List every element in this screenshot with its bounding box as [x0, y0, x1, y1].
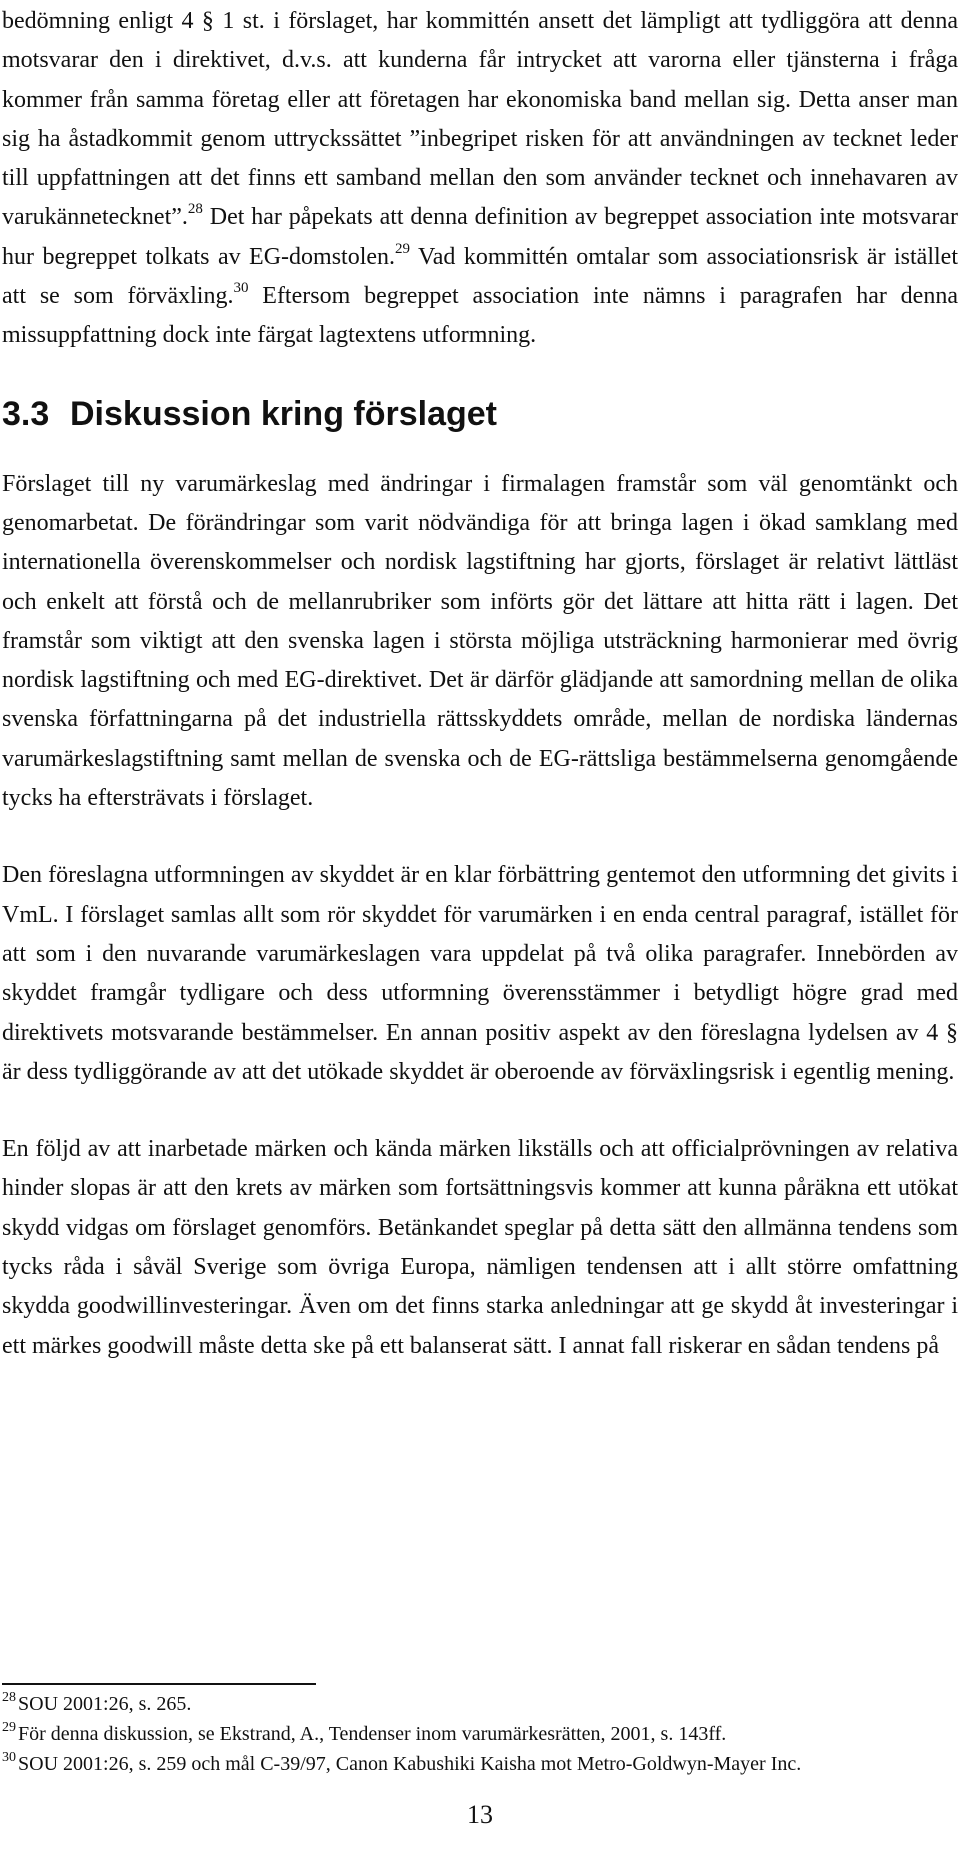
- footnote-number: 30: [2, 1749, 16, 1765]
- footnote: [2, 1719, 952, 1749]
- paragraph-text: Vad kommittén omtalar som associationsrisk är istället att se som förväxling.: [2, 243, 958, 310]
- footnote-number: 29: [2, 1719, 16, 1735]
- footnote-text: SOU 2001:26, s. 265.: [18, 1693, 192, 1715]
- section-number: 3.3: [2, 394, 50, 433]
- paragraph-text: Eftersom begreppet association inte nämns i paragrafen har denna missuppfattning dock inte färgat lagtextens utformning.: [2, 283, 958, 349]
- footnote-ref-29: 29: [395, 240, 411, 257]
- footnote-number: 28: [2, 1689, 16, 1705]
- page-number: 13: [467, 1800, 493, 1829]
- section-title: Diskussion kring förslaget: [70, 394, 497, 433]
- paragraph: En följd av att inarbetade märken och kända märken likställs och att officialprövningen av relativa hinder slopas är att den krets av märken som fortsättningsvis kommer att kunna påräkna ett utökat skydd vidgas om förslaget genomförs. Betänkandet speglar på detta sätt den allmänna tendens som tycks råda i såväl Sverige som övriga Europa, nämligen tendensen att i allt större omfattning skydda goodwillinvesteringar. Även om det finns starka anledningar att ge skydd åt investeringar i ett märkes goodwill måste detta ske på ett balanserat sätt. I annat fall riskerar en sådan tendens på: [2, 1136, 958, 1359]
- footnote-ref-28: 28: [187, 201, 203, 218]
- footnote-ref-30: 30: [233, 279, 249, 296]
- footnote-separator: [2, 1683, 316, 1685]
- footnotes: [2, 1689, 952, 1779]
- paragraph-continued: [2, 2, 958, 356]
- footnote-text: För denna diskussion, se Ekstrand, A., Tendenser inom varumärkesrätten, 2001, s. 143ff.: [18, 1723, 727, 1745]
- footnote-text: SOU 2001:26, s. 259 och mål C-39/97, Canon Kabushiki Kaisha mot Metro-Goldwyn-Mayer Inc.: [18, 1753, 802, 1775]
- section-heading: [2, 394, 960, 434]
- footnote: [2, 1689, 952, 1719]
- paragraph: Förslaget till ny varumärkeslag med ändringar i firmalagen framstår som väl genomtänkt och genomarbetat. De förändringar som varit nödvändiga för att bringa lagen i ökad samklang med internationella överenskommelser och nordisk lagstiftning har gjorts, förslaget är relativt lättläst och enkelt att förstå och de mellanrubriker som införts gör det lättare att hitta rätt i lagen. Det framstår som viktigt att den svenska lagen i största möjliga utsträckning harmonierar med övrig nordisk lagstiftning och med EG-direktivet. Det är därför glädjande att samordning mellan de olika svenska författningarna på det industriella rättsskyddets område, mellan de nordiska ländernas varumärkeslagstiftning samt mellan de svenska och de EG-rättsliga bestämmelserna genomgående tycks ha eftersträvats i förslaget.: [2, 470, 958, 812]
- paragraph: Den föreslagna utformningen av skyddet är en klar förbättring gentemot den utformning det givits i VmL. I förslaget samlas allt som rör skyddet för varumärken i en enda central paragraf, istället för att som i den nuvarande varumärkeslagen vara uppdelat på två olika paragrafer. Innebörden av skyddet framgår tydligare och dess utformning överensstämmer i betydligt högre grad med direktivets motsvarande bestämmelser. En annan positiv aspekt av den föreslagna lydelsen av 4 § är dess tydliggörande av att det utökade skyddet är oberoende av förväxlingsrisk i egentlig mening.: [2, 862, 958, 1085]
- paragraph-text: Det har påpekats att denna definition av begreppet association inte motsvarar hur begreppet tolkats av EG-domstolen.: [2, 204, 958, 270]
- footnote: [2, 1749, 952, 1779]
- paragraph-text: bedömning enligt 4 § 1 st. i förslaget, har kommittén ansett det lämpligt att tydliggöra att denna motsvarar den i direktivet, d.v.s. att kunderna får intrycket att varorna eller tjänsterna i fråga kommer från samma företag eller att företagen har ekonomiska band mellan sig. Detta anser man sig ha åstadkommit genom uttryckssättet ”inbegripet risken för att användningen av tecknet leder till uppfattningen att det finns ett samband mellan den som använder tecknet och innehavaren av varukännetecknet”.: [2, 8, 958, 231]
